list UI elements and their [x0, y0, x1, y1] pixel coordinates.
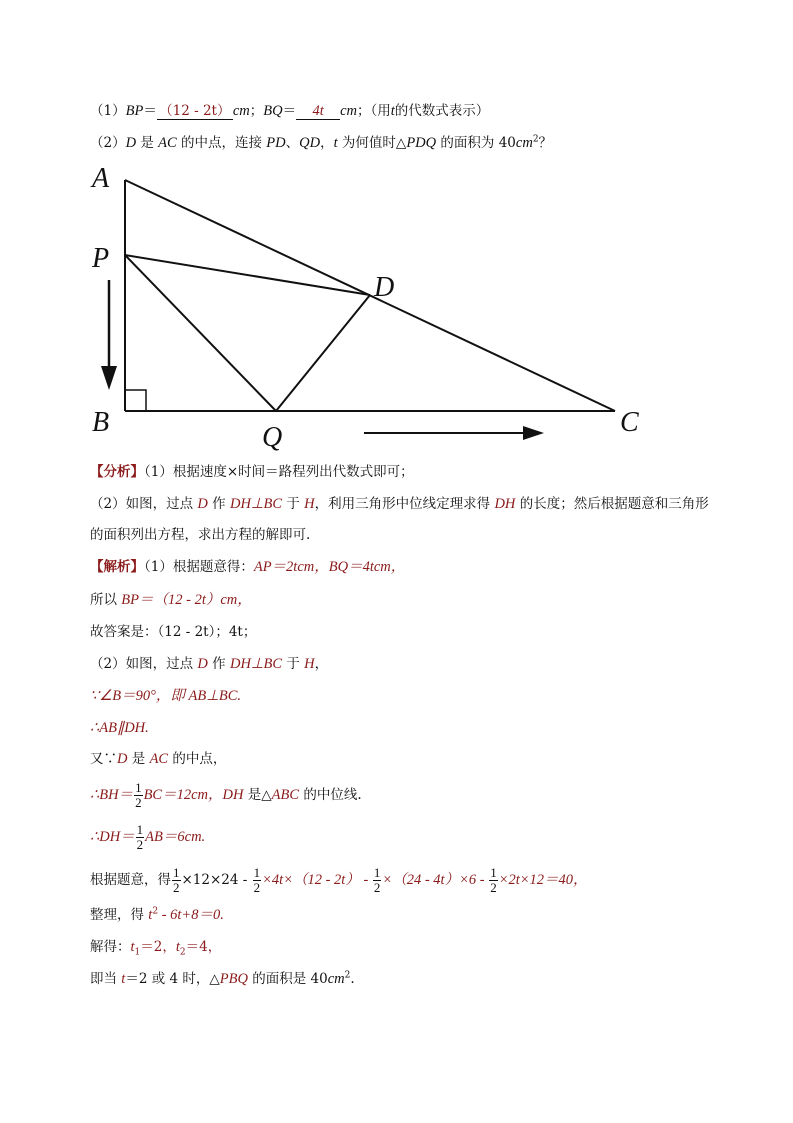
- fraction-half: $\frac{1}{2}$: [373, 865, 381, 895]
- question-2: （2）D 是 AC 的中点，连接 PD、QD，t 为何值时△PDQ 的面积为 $40cm^2$？: [90, 134, 553, 151]
- analysis-line-2: （2）如图，过点 D 作 DH⊥BC 于 H，利用三角形中位线定理求得 DH 的长度；然后根据题意和三角形: [90, 496, 709, 512]
- right-angle-mark: [125, 390, 146, 411]
- analysis-line-1: 【分析】（1）根据速度×时间＝路程列出代数式即可；: [90, 464, 414, 480]
- solution-line-12: 解得：$t_1=2$，$t_2=4$，: [90, 939, 222, 958]
- label-a: A: [92, 163, 110, 194]
- solution-line-3: 故答案是：（12 - 2t）；4t；: [90, 624, 257, 640]
- question-1: （1）BP＝ （12 - 2t） cm；BQ＝ 4t cm；（用t的代数式表示）: [90, 103, 490, 119]
- label-c: C: [620, 407, 639, 438]
- analysis-tag: 【分析】: [90, 464, 144, 480]
- answer-blank-bq: 4t: [296, 103, 340, 120]
- solution-line-6: ∴AB∥DH.: [90, 720, 149, 736]
- solution-line-13: 即当 t＝2 或 4 时，△PBQ 的面积是 $40cm^2$.: [90, 970, 355, 987]
- solution-tag: 【解析】: [90, 559, 144, 575]
- arrow-down-head: [101, 366, 117, 390]
- label-b: B: [92, 407, 110, 438]
- solution-line-2: 所以 BP＝（12 - 2t）cm，: [90, 592, 252, 608]
- solution-line-1: 【解析】（1）根据题意得：AP＝2tcm，BQ＝4tcm，: [90, 559, 406, 575]
- solution-line-11: 整理，得 $t^2 - 6t+8=0$.: [90, 906, 224, 923]
- fraction-half: $\frac{1}{2}$: [253, 865, 261, 895]
- segment-pd: [125, 255, 370, 295]
- triangle-figure: [80, 160, 660, 460]
- label-p: P: [92, 243, 110, 274]
- analysis-line-3: 的面积列出方程，求出方程的解即可.: [90, 527, 311, 543]
- fraction-half: $\frac{1}{2}$: [136, 822, 144, 852]
- solution-line-8: ∴BH＝ $\frac{1}{2}$ BC＝12cm，DH 是△ABC 的中位线.: [90, 780, 362, 810]
- solution-line-5: ∵∠B＝90°，即 AB⊥BC.: [90, 688, 242, 704]
- solution-line-10: 根据题意，得 $\frac{1}{2}$ ×12×24 - $\frac{1}{2}$ ×4t×（12 - 2t） - $\frac{1}{2}$ ×（24 - 4t）×6 - $\frac{1}{2}$ ×2t×12＝40，: [90, 865, 588, 895]
- solution-line-9: ∴DH＝ $\frac{1}{2}$ AB＝6cm.: [90, 822, 206, 852]
- answer-blank-bp: （12 - 2t）: [157, 103, 233, 120]
- fraction-half: $\frac{1}{2}$: [173, 865, 180, 895]
- fraction-half: $\frac{1}{2}$: [135, 780, 142, 810]
- arrow-right-head: [523, 426, 544, 440]
- label-d: D: [374, 272, 395, 303]
- segment-pq: [125, 255, 276, 411]
- segment-qd: [276, 295, 370, 411]
- fraction-half: $\frac{1}{2}$: [490, 865, 497, 895]
- solution-line-7: 又∵D 是 AC 的中点，: [90, 751, 227, 767]
- solution-line-4: （2）如图，过点 D 作 DH⊥BC 于 H，: [90, 656, 329, 672]
- label-q: Q: [262, 422, 283, 453]
